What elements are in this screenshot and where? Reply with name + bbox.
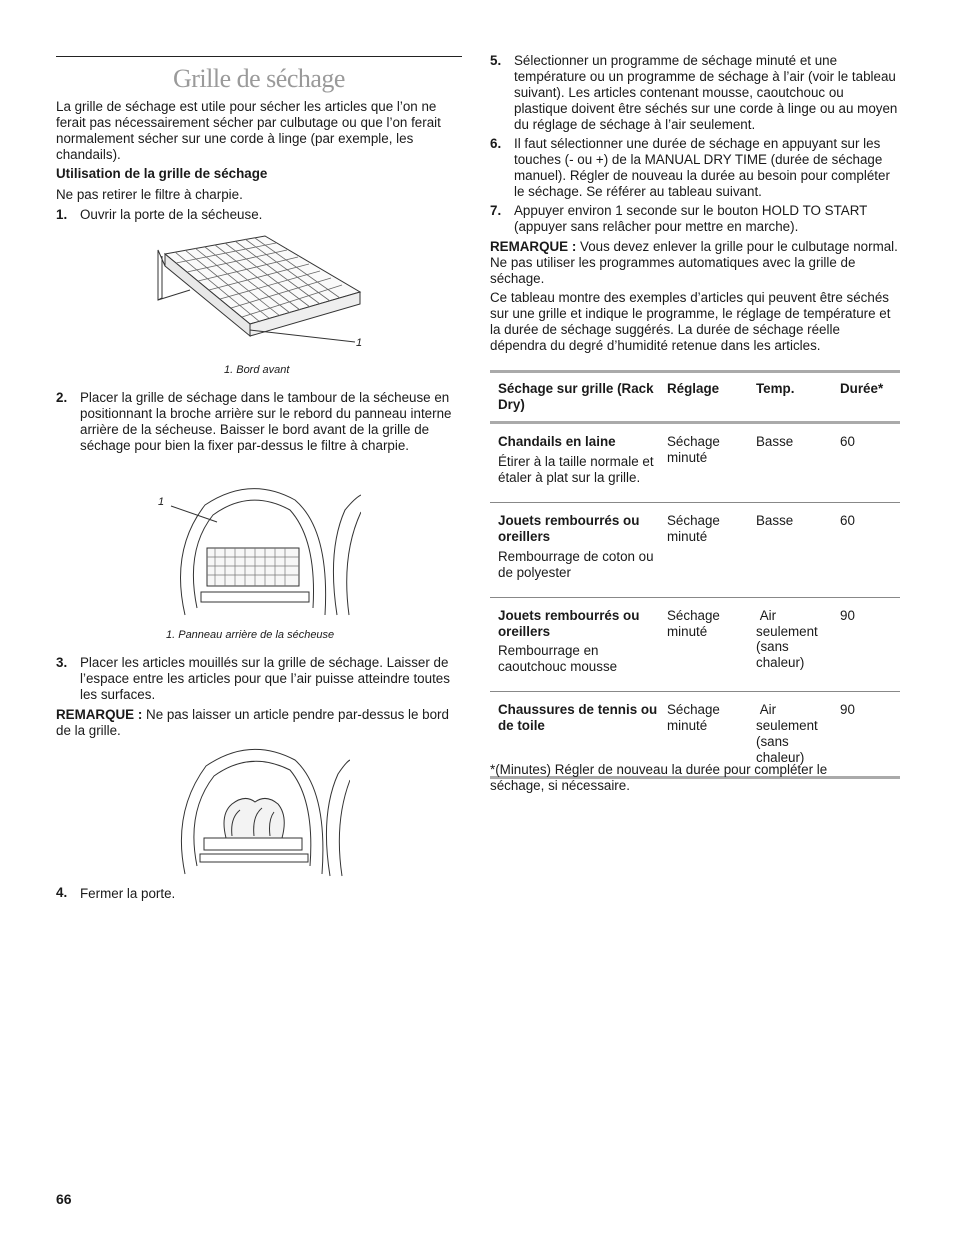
- items-on-rack-illustration: [170, 742, 350, 877]
- header-time: Durée*: [840, 372, 900, 423]
- row-temp: Basse: [756, 422, 840, 502]
- step-6-text: Il faut sélectionner une durée de séchage en appuyant sur les touches (- ou +) de la MANUAL DRY TIME (durée de séchage manuel). Régler de nouveau la durée au besoin pour compléter le séchage. Se référer au tableau suivant.: [514, 136, 890, 199]
- table-row: [490, 422, 900, 502]
- row-time: 90: [840, 692, 900, 778]
- row-temp: Basse: [756, 502, 840, 597]
- intro-paragraph: La grille de séchage est utile pour sécher les articles que l’on ne ferait pas nécessairement sécher par culbutage ou que l’on ferait normalement sécher sur une corde à linge (par exemple, les chandails).: [56, 99, 441, 162]
- usage-heading: Utilisation de la grille de séchage: [56, 166, 268, 181]
- fig2-caption: 1. Panneau arrière de la sécheuse: [166, 629, 335, 641]
- drying-rack-illustration: [150, 232, 370, 357]
- row-desc: Rembourrage en caoutchouc mousse: [498, 643, 618, 675]
- row-time: 60: [840, 422, 900, 502]
- row-item: Jouets rembourrés ou oreillers: [498, 607, 640, 639]
- rack-in-dryer-illustration: [165, 480, 361, 620]
- remark-right: [490, 239, 900, 287]
- step-1-text: Ouvrir la porte de la sécheuse.: [80, 207, 263, 222]
- row-item: Jouets rembourrés ou oreillers: [498, 512, 640, 544]
- page-number: 66: [56, 1191, 72, 1207]
- table-header-row: [490, 372, 900, 423]
- step-4-text: Fermer la porte.: [80, 886, 176, 901]
- remark-right-label: REMARQUE :: [490, 239, 577, 254]
- remark-left-label: REMARQUE :: [56, 707, 143, 722]
- row-desc: Étirer à la taille normale et étaler à plat sur la grille.: [498, 453, 654, 485]
- header-temp: Temp.: [756, 372, 840, 423]
- table-row: [490, 502, 900, 597]
- title-rule: [56, 56, 462, 57]
- remark-left: [56, 707, 462, 739]
- row-item: Chaussures de tennis ou de toile: [498, 702, 658, 734]
- table-footnote: *(Minutes) Régler de nouveau la durée pour compléter le séchage, si nécessaire.: [490, 762, 828, 793]
- step-7-text: Appuyer environ 1 seconde sur le bouton HOLD TO START (appuyer sans relâcher pour mettre en marche).: [514, 203, 868, 234]
- step-6-number: 6.: [490, 136, 502, 151]
- row-desc: Rembourrage de coton ou de polyester: [498, 548, 654, 580]
- step-3-number: 3.: [56, 655, 68, 670]
- step-5-number: 5.: [490, 53, 502, 68]
- remark-right-text: Vous devez enlever la grille pour le culbutage normal. Ne pas utiliser les programmes automatiques avec la grille de séchage.: [490, 239, 898, 286]
- remark-left-text: Ne pas laisser un article pendre par-dessus le bord de la grille.: [56, 707, 449, 738]
- row-setting: Séchage minuté: [667, 502, 756, 597]
- table-intro: Ce tableau montre des exemples d’articles qui peuvent être séchés sur une grille et indique le programme, le réglage de température et la durée de séchage suggérés. La durée de séchage réelle dépendra du degré d’humidité retenue dans les articles.: [490, 290, 891, 353]
- row-item: Chandails en laine: [498, 433, 616, 449]
- header-setting: Réglage: [667, 372, 756, 423]
- row-setting: Séchage minuté: [667, 422, 756, 502]
- row-setting: Séchage minuté: [667, 692, 756, 778]
- step-2-number: 2.: [56, 390, 68, 405]
- fig1-caption: 1. Bord avant: [224, 364, 290, 376]
- row-setting: Séchage minuté: [667, 597, 756, 692]
- step-5-text: Sélectionner un programme de séchage minuté et une température ou un programme de séchage à l’air (voir le tableau suivant). Les articles contenant mousse, caoutchouc ou plastique doivent être séchés sur une corde à linge ou au moyen du réglage de séchage à l’air seulement.: [514, 53, 898, 132]
- step-7-number: 7.: [490, 203, 502, 218]
- step-2-text: Placer la grille de séchage dans le tambour de la sécheuse en positionnant la broche arrière sur le rebord du panneau interne arrière de la sécheuse. Baisser le bord avant de la grille de séchage pour bien la fixer par-dessus le filtre à charpie.: [80, 390, 452, 453]
- row-time: 60: [840, 502, 900, 597]
- row-desc: [498, 734, 667, 762]
- step-4-number: 4.: [56, 885, 68, 900]
- header-item: Séchage sur grille (Rack Dry): [490, 372, 667, 423]
- table-row: [490, 597, 900, 692]
- row-temp: Air seulement (sans chaleur): [756, 597, 840, 692]
- usage-note: Ne pas retirer le filtre à charpie.: [56, 187, 243, 202]
- step-1-number: 1.: [56, 207, 68, 222]
- row-time: 90: [840, 597, 900, 692]
- page-title: Grille de séchage: [173, 64, 345, 93]
- step-3-text: Placer les articles mouillés sur la grille de séchage. Laisser de l’espace entre les articles pour que l’air puisse atteindre toutes les surfaces.: [80, 655, 450, 702]
- fig2-callout: 1: [158, 496, 165, 508]
- row-temp: Air seulement (sans chaleur): [756, 692, 840, 778]
- rack-dry-table: [490, 370, 900, 779]
- fig1-callout: 1: [356, 337, 363, 349]
